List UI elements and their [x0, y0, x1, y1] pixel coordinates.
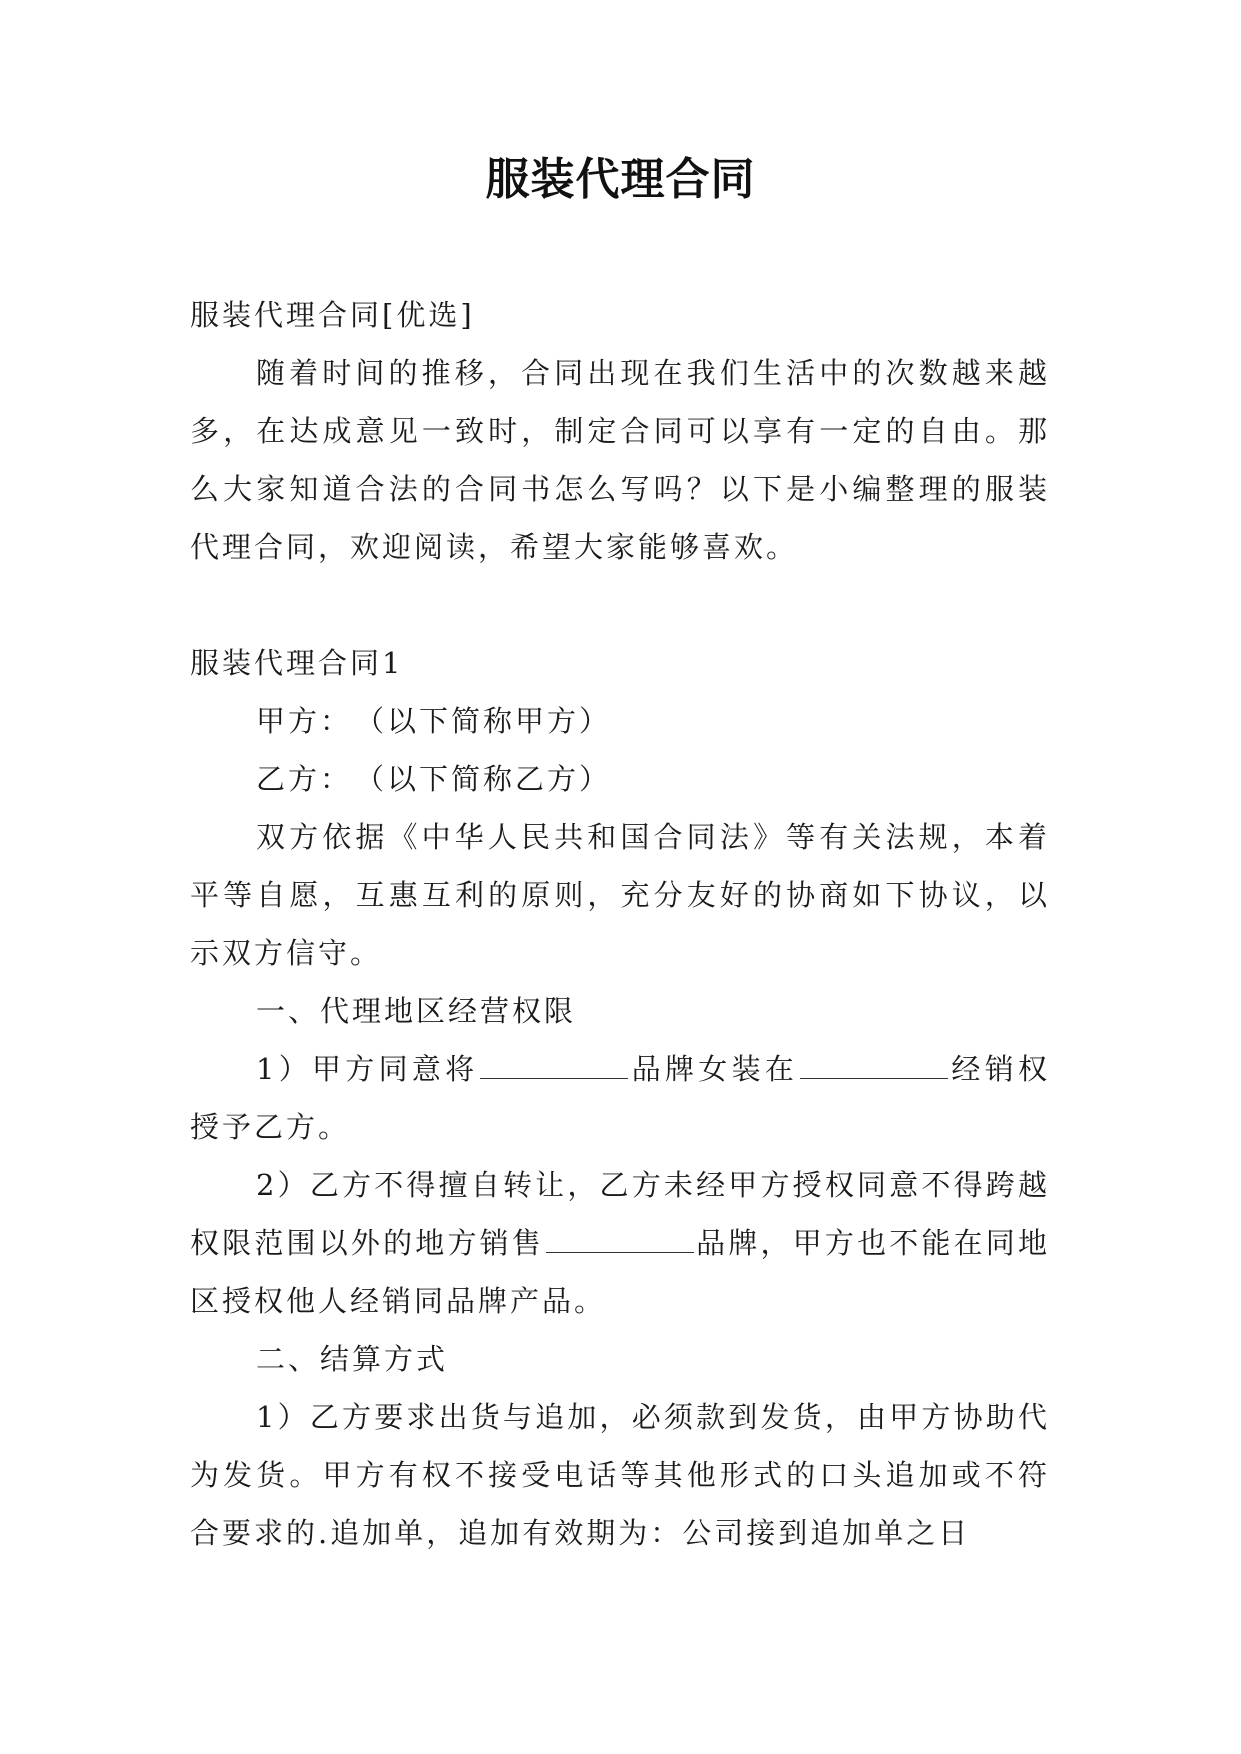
section-1-item-2 — [190, 1156, 1050, 1330]
section-1-item-1 — [190, 1040, 1050, 1156]
brand-blank-field[interactable] — [480, 1052, 628, 1079]
preamble-paragraph: 双方依据《中华人民共和国合同法》等有关法规，本着平等自愿，互惠互利的原则，充分友好的协商如下协议，以示双方信守。 — [190, 820, 1050, 970]
section-2-item-1: 1）乙方要求出货与追加，必须款到发货，由甲方协助代为发货。甲方有权不接受电话等其他形式的口头追加或不符合要求的.追加单，追加有效期为：公司接到追加单之日 — [190, 1400, 1050, 1550]
section-1-heading: 一、代理地区经营权限 — [256, 994, 577, 1028]
region-blank-field[interactable] — [800, 1052, 948, 1079]
party-a-line: 甲方： （以下简称甲方） — [256, 704, 612, 738]
section-1-item-2-text-b: 品牌，甲方也不能在同地区授权他人经销同品牌产品。 — [190, 1226, 1050, 1318]
section-1-item-2-text-a: 2）乙方不得擅自转让，乙方未经甲方授权同意不得跨越权限范围以外的地方销售 — [190, 1168, 1050, 1260]
intro-paragraph: 随着时间的推移，合同出现在我们生活中的次数越来越多，在达成意见一致时，制定合同可以享有一定的自由。那么大家知道合法的合同书怎么写吗？以下是小编整理的服装代理合同，欢迎阅读，希望大家能够喜欢。 — [190, 356, 1050, 564]
section-2-heading: 二、结算方式 — [256, 1342, 449, 1376]
section-1-item-1-text-c: 经销权授予乙方。 — [190, 1052, 1050, 1144]
contract-heading: 服装代理合同1 — [190, 646, 404, 680]
brand-blank-field-2[interactable] — [546, 1226, 694, 1253]
intro-heading: 服装代理合同[优选] — [190, 298, 475, 332]
paragraph-spacer — [190, 576, 1050, 634]
document-title: 服装代理合同 — [485, 154, 756, 205]
document-body — [190, 286, 1050, 1562]
section-1-item-1-text-a: 1）甲方同意将 — [256, 1052, 479, 1086]
section-1-item-1-text-b: 品牌女装在 — [630, 1052, 799, 1086]
party-b-line: 乙方： （以下简称乙方） — [256, 762, 612, 796]
